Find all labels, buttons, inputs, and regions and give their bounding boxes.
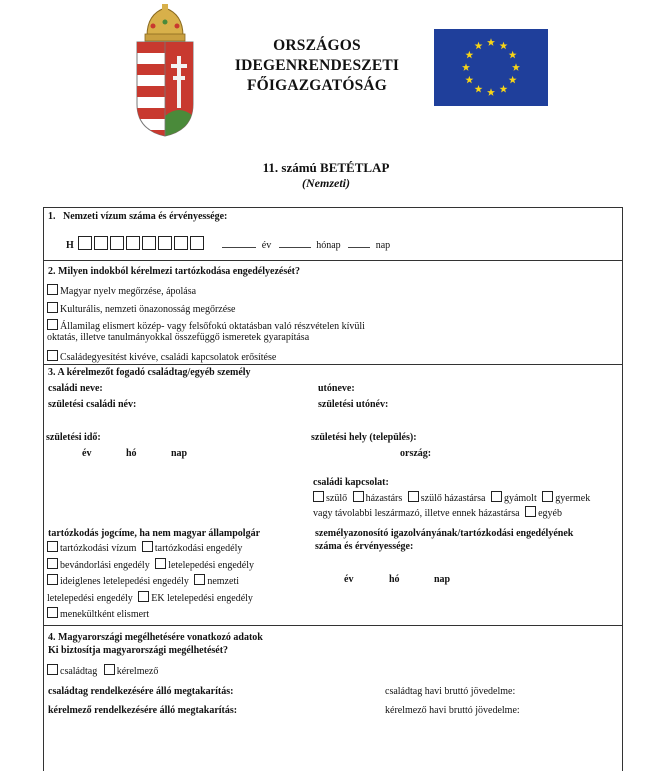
family-savings-label: családtag rendelkezésére álló megtakarítás: — [48, 686, 234, 697]
s4-options — [47, 664, 158, 677]
relation-descendant: vagy távolabbi leszármazó, illetve ennek házastársa — [313, 508, 520, 519]
visa-digit-box[interactable] — [94, 236, 108, 250]
support-family: családtag — [60, 666, 98, 677]
checkbox[interactable] — [542, 491, 553, 502]
option-label-continued: oktatás, illetve tanulmányokkal összefüggő ismeretek gyarapítása — [47, 332, 310, 343]
relation-other: egyéb — [538, 508, 562, 519]
checkbox[interactable] — [408, 491, 419, 502]
relation-title: családi kapcsolat: — [313, 477, 389, 488]
frame-right — [622, 207, 623, 771]
month-label: hónap — [316, 240, 341, 251]
stay-residence-permit: tartózkodási engedély — [154, 543, 243, 554]
s4-question: Ki biztosítja magyarországi megélhetését? — [48, 645, 229, 656]
s2-option[interactable] — [47, 350, 276, 363]
visa-digit-box[interactable] — [142, 236, 156, 250]
visa-digit-box[interactable] — [126, 236, 140, 250]
relation-ward: gyámolt — [503, 493, 537, 504]
month-field[interactable] — [279, 238, 311, 248]
checkbox[interactable] — [142, 541, 153, 552]
s2-option[interactable] — [47, 302, 236, 315]
divider-s2 — [43, 364, 623, 365]
checkbox[interactable] — [138, 591, 149, 602]
relation-child: gyermek — [555, 493, 591, 504]
stay-title: tartózkodás jogcíme, ha nem magyar állampolgár — [48, 528, 261, 539]
support-applicant: kérelmező — [116, 666, 159, 677]
checkbox[interactable] — [47, 607, 58, 618]
stay-residence-visa: tartózkodási vízum — [60, 543, 137, 554]
stay-row — [47, 541, 242, 554]
checkbox[interactable] — [194, 574, 205, 585]
s1-number: 1. — [48, 211, 56, 222]
checkbox[interactable] — [155, 558, 166, 569]
checkbox[interactable] — [47, 319, 58, 330]
birth-month-label: hó — [126, 448, 137, 459]
stay-refugee: menekültként elismert — [60, 609, 150, 620]
birth-year-label: év — [82, 448, 92, 459]
birth-day-label: nap — [171, 448, 188, 459]
stay-temp-settlement: ideiglenes letelepedési engedély — [60, 576, 189, 587]
checkbox[interactable] — [47, 541, 58, 552]
option-label: Államilag elismert közép- vagy felsőfokú oktatásban való részvételen kívüli — [60, 321, 365, 332]
eu-flag — [434, 29, 548, 106]
document-title: 11. számú BETÉTLAP — [262, 160, 390, 175]
id-year-label: év — [344, 574, 354, 585]
checkbox[interactable] — [47, 664, 58, 675]
checkbox[interactable] — [47, 558, 58, 569]
stay-ec-settlement: EK letelepedési engedély — [151, 593, 253, 604]
stay-national: nemzeti — [207, 576, 239, 587]
applicant-savings-label: kérelmező rendelkezésére álló megtakarítás: — [48, 705, 238, 716]
stay-row — [47, 574, 239, 587]
option-label: Kulturális, nemzeti önazonosság megőrzése — [60, 304, 236, 315]
country-label: ország: — [400, 448, 432, 459]
relation-parent-spouse: szülő házastársa — [420, 493, 486, 504]
document-subtitle: (Nemzeti) — [302, 176, 350, 190]
visa-digit-box[interactable] — [190, 236, 204, 250]
birth-family-name-label: születési családi név: — [48, 399, 137, 410]
s4-title: 4. Magyarországi megélhetésére vonatkozó adatok — [48, 632, 263, 643]
agency-name — [206, 36, 428, 96]
s3-title: 3. A kérelmezőt fogadó családtag/egyéb személy — [48, 367, 251, 378]
checkbox[interactable] — [313, 491, 324, 502]
agency-name-line1: ORSZÁGOS — [273, 37, 361, 54]
s2-title: 2. Milyen indokból kérelmezi tartózkodása engedélyezését? — [48, 266, 301, 277]
stay-row — [47, 607, 149, 620]
day-label: nap — [375, 240, 391, 251]
visa-digit-box[interactable] — [158, 236, 172, 250]
birth-given-name-label: születési utónév: — [318, 399, 389, 410]
stay-row — [47, 591, 253, 604]
divider-s1 — [43, 260, 623, 261]
option-label: Magyar nyelv megőrzése, ápolása — [60, 286, 197, 297]
given-name-label: utóneve: — [318, 383, 355, 394]
day-field[interactable] — [348, 238, 370, 248]
stay-national-continued: letelepedési engedély — [47, 593, 133, 604]
s1-title: Nemzeti vízum száma és érvényessége: — [63, 211, 228, 222]
visa-digit-box[interactable] — [78, 236, 92, 250]
checkbox[interactable] — [353, 491, 364, 502]
s2-option[interactable] — [47, 284, 196, 297]
year-field[interactable] — [222, 238, 256, 248]
family-name-label: családi neve: — [48, 383, 103, 394]
stay-immigration-permit: bevándorlási engedély — [60, 560, 150, 571]
visa-number-row — [66, 236, 390, 251]
visa-prefix: H — [66, 240, 74, 251]
visa-digit-box[interactable] — [174, 236, 188, 250]
birth-place-label: születési hely (település): — [311, 432, 417, 443]
family-income-label: családtag havi bruttó jövedelme: — [385, 686, 516, 697]
frame-left — [43, 207, 44, 771]
s2-option[interactable] — [47, 319, 365, 332]
year-label: év — [261, 240, 272, 251]
birth-date-label: születési idő: — [46, 432, 101, 443]
option-label: Családegyesítést kivéve, családi kapcsolatok erősítése — [60, 352, 277, 363]
stay-row — [47, 558, 254, 571]
relation-parent: szülő — [326, 493, 348, 504]
id-month-label: hó — [389, 574, 400, 585]
checkbox[interactable] — [47, 350, 58, 361]
id-title-line1: személyazonosító igazolványának/tartózkodási engedélyének — [315, 528, 574, 539]
id-title-line2: száma és érvényessége: — [315, 541, 414, 552]
checkbox[interactable] — [47, 284, 58, 295]
visa-digit-box[interactable] — [110, 236, 124, 250]
stay-settlement-permit: letelepedési engedély — [168, 560, 254, 571]
hungarian-coat-of-arms — [133, 4, 197, 138]
checkbox[interactable] — [47, 574, 58, 585]
frame-top — [43, 207, 623, 208]
checkbox[interactable] — [104, 664, 115, 675]
relation-options — [313, 491, 590, 504]
checkbox[interactable] — [525, 506, 536, 517]
id-day-label: nap — [434, 574, 451, 585]
relation-options-2 — [313, 506, 562, 519]
agency-name-line3: FŐIGAZGATÓSÁG — [246, 77, 388, 94]
divider-s3 — [43, 625, 623, 626]
applicant-income-label: kérelmező havi bruttó jövedelme: — [385, 705, 520, 716]
s1-heading — [48, 211, 227, 222]
agency-name-line2: IDEGENRENDESZETI — [234, 57, 400, 74]
checkbox[interactable] — [47, 302, 58, 313]
relation-spouse: házastárs — [365, 493, 403, 504]
checkbox[interactable] — [491, 491, 502, 502]
